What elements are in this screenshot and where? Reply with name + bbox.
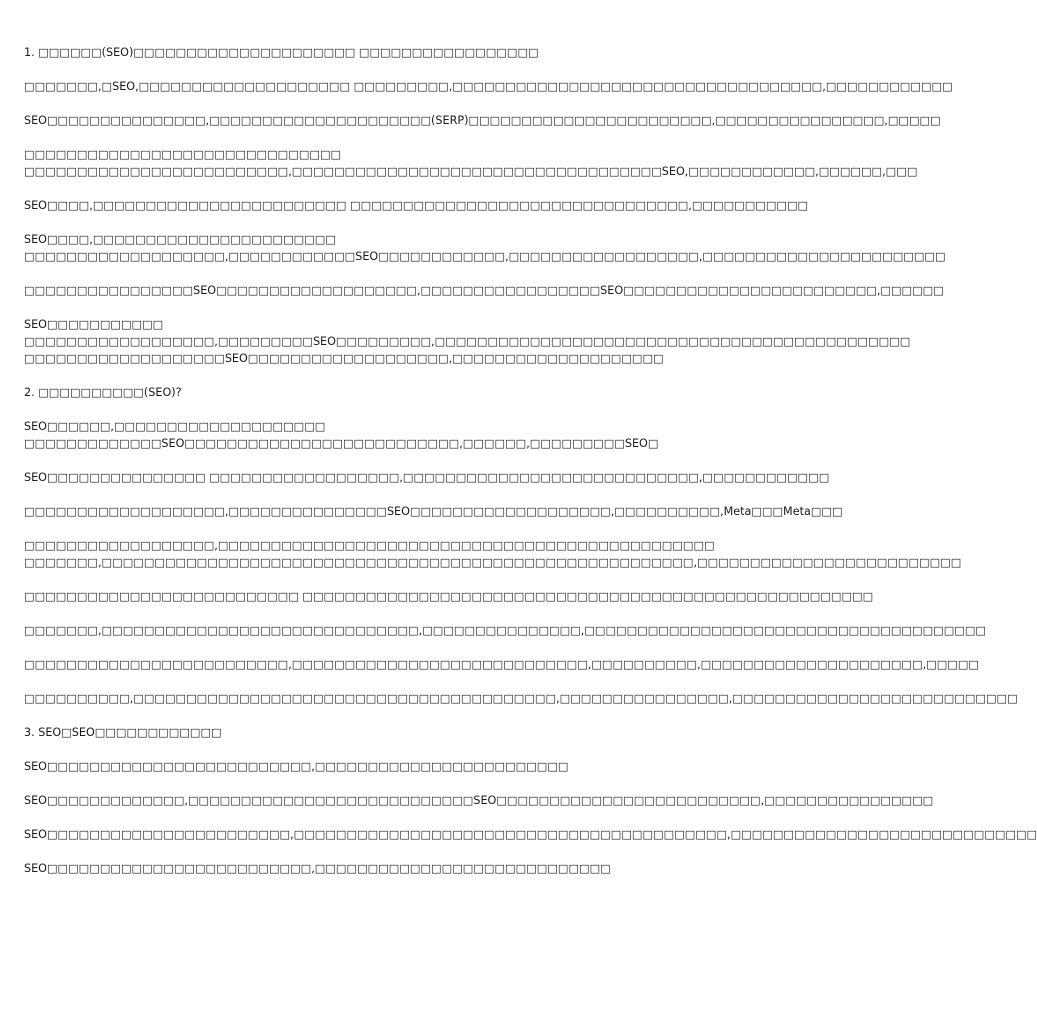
- paragraph: [24, 503, 843, 520]
- text-line: 1. □□□□□□(SEO)□□□□□□□□□□□□□□□□□□□□□ □□□□□□□□□□□□□□□□□: [24, 46, 539, 59]
- paragraph: [24, 588, 874, 605]
- paragraph: [24, 537, 962, 571]
- text-line: SEO□□□□□□□□□□□□□□□□□□□□□□□□□,□□□□□□□□□□□□□□□□□□□□□□□□: [24, 760, 569, 773]
- text-line: SEO□□□□□□□□□□□□□□□,□□□□□□□□□□□□□□□□□□□□□(SERP)□□□□□□□□□□□□□□□□□□□□□□□,□□□□□□□□□□□□□□□□,□□□□□: [24, 114, 941, 127]
- text-line: □□□□□□□□□□□□□□□□□□□,□□□□□□□□□□□□SEO□□□□□□□□□□□□,□□□□□□□□□□□□□□□□□□,□□□□□□□□□□□□□□□□□□□□□□□: [24, 250, 946, 263]
- paragraph: [24, 469, 830, 486]
- text-line: 2. □□□□□□□□□□(SEO)?: [24, 386, 182, 399]
- text-line: SEO□□□□□□,□□□□□□□□□□□□□□□□□□□□: [24, 420, 326, 433]
- text-line: SEO□□□□□□□□□□□□□□□□□□□□□□□,□□□□□□□□□□□□□□□□□□□□□□□□□□□□□□□□□□□□□□□□□,□□□□□□□□□□□□□□□□□□□□□□□□□□□□□: [24, 828, 1037, 841]
- paragraph: [24, 690, 1018, 707]
- paragraph: [24, 316, 911, 367]
- text-line: SEO□□□□,□□□□□□□□□□□□□□□□□□□□□□□: [24, 233, 336, 246]
- text-line: □□□□□□□□□□□□□□□□□□□□□□□□□,□□□□□□□□□□□□□□□□□□□□□□□□□□□□,□□□□□□□□□□,□□□□□□□□□□□□□□□□□□□□□,□□□□□: [24, 658, 979, 671]
- paragraph: [24, 622, 986, 639]
- document-body: [24, 44, 1037, 894]
- section-heading: [24, 384, 720, 401]
- text-line: SEO□□□□□□□□□□□□□,□□□□□□□□□□□□□□□□□□□□□□□□□□□SEO□□□□□□□□□□□□□□□□□□□□□□□□□,□□□□□□□□□□□□□□□□: [24, 794, 934, 807]
- text-line: □□□□□□□□□□□□□□□□□□□□□□□□□□□□□□: [24, 148, 342, 161]
- paragraph: [24, 758, 720, 775]
- paragraph: [24, 792, 934, 809]
- text-line: □□□□□□□□□□□□□□□□□□□SEO□□□□□□□□□□□□□□□□□□□,□□□□□□□□□□□□□□□□□□□□: [24, 352, 664, 365]
- text-line: □□□□□□□,□□□□□□□□□□□□□□□□□□□□□□□□□□□□□□□□□□□□□□□□□□□□□□□□□□□□□□□□,□□□□□□□□□□□□□□□□□□□□□□□□□: [24, 556, 962, 569]
- paragraph: [24, 860, 720, 877]
- text-line: □□□□□□□□□□□□□SEO□□□□□□□□□□□□□□□□□□□□□□□□□□,□□□□□□,□□□□□□□□□SEO□: [24, 437, 659, 450]
- text-line: □□□□□□□□□□□□□□□□□□□□□□□□□,□□□□□□□□□□□□□□□□□□□□□□□□□□□□□□□□□□□SEO,□□□□□□□□□□□□,□□□□□□,□□□: [24, 165, 918, 178]
- paragraph: [24, 231, 946, 265]
- text-line: □□□□□□□□□□□□□□□□□□,□□□□□□□□□□□□□□□□□□□□□□□□□□□□□□□□□□□□□□□□□□□□□□□: [24, 539, 715, 552]
- text-line: □□□□□□□□□□□□□□□□□□□□□□□□□□ □□□□□□□□□□□□□□□□□□□□□□□□□□□□□□□□□□□□□□□□□□□□□□□□□□□□□□: [24, 590, 874, 603]
- paragraph: [24, 78, 953, 95]
- text-line: SEO□□□□□□□□□□□: [24, 318, 164, 331]
- text-line: □□□□□□□□□□,□□□□□□□□□□□□□□□□□□□□□□□□□□□□□□□□□□□□□□□□,□□□□□□□□□□□□□□□□,□□□□□□□□□□□□□□□□□□□□□□□□□□□: [24, 692, 1018, 705]
- text-line: SEO□□□□□□□□□□□□□□□□□□□□□□□□□,□□□□□□□□□□□□□□□□□□□□□□□□□□□□: [24, 862, 611, 875]
- paragraph: [24, 418, 720, 452]
- text-line: □□□□□□□,□SEO,□□□□□□□□□□□□□□□□□□□□ □□□□□□□□□,□□□□□□□□□□□□□□□□□□□□□□□□□□□□□□□□□□□,□□□□□□□□□□□□: [24, 80, 953, 93]
- paragraph: [24, 197, 809, 214]
- text-line: SEO□□□□,□□□□□□□□□□□□□□□□□□□□□□□□ □□□□□□□□□□□□□□□□□□□□□□□□□□□□□□□□,□□□□□□□□□□□: [24, 199, 809, 212]
- paragraph: [24, 146, 918, 180]
- text-line: □□□□□□□□□□□□□□□□□□,□□□□□□□□□SEO□□□□□□□□□,□□□□□□□□□□□□□□□□□□□□□□□□□□□□□□□□□□□□□□□□□□□□□: [24, 335, 911, 348]
- section-heading: [24, 724, 720, 741]
- text-line: SEO□□□□□□□□□□□□□□□ □□□□□□□□□□□□□□□□□□,□□□□□□□□□□□□□□□□□□□□□□□□□□□□,□□□□□□□□□□□□: [24, 471, 830, 484]
- paragraph: [24, 656, 979, 673]
- text-line: □□□□□□□□□□□□□□□□□□□,□□□□□□□□□□□□□□□SEO□□□□□□□□□□□□□□□□□□□,□□□□□□□□□□,Meta□□□Meta□□□: [24, 505, 843, 518]
- paragraph: [24, 826, 1037, 843]
- section-heading: [24, 44, 720, 61]
- text-line: □□□□□□□,□□□□□□□□□□□□□□□□□□□□□□□□□□□□□□,□□□□□□□□□□□□□□□,□□□□□□□□□□□□□□□□□□□□□□□□□□□□□□□□□□□□□□: [24, 624, 986, 637]
- text-line: □□□□□□□□□□□□□□□□SEO□□□□□□□□□□□□□□□□□□□,□□□□□□□□□□□□□□□□□SEO□□□□□□□□□□□□□□□□□□□□□□□□,□□□□□□: [24, 284, 944, 297]
- paragraph: [24, 282, 944, 299]
- paragraph: [24, 112, 941, 129]
- text-line: 3. SEO□SEO□□□□□□□□□□□□: [24, 726, 222, 739]
